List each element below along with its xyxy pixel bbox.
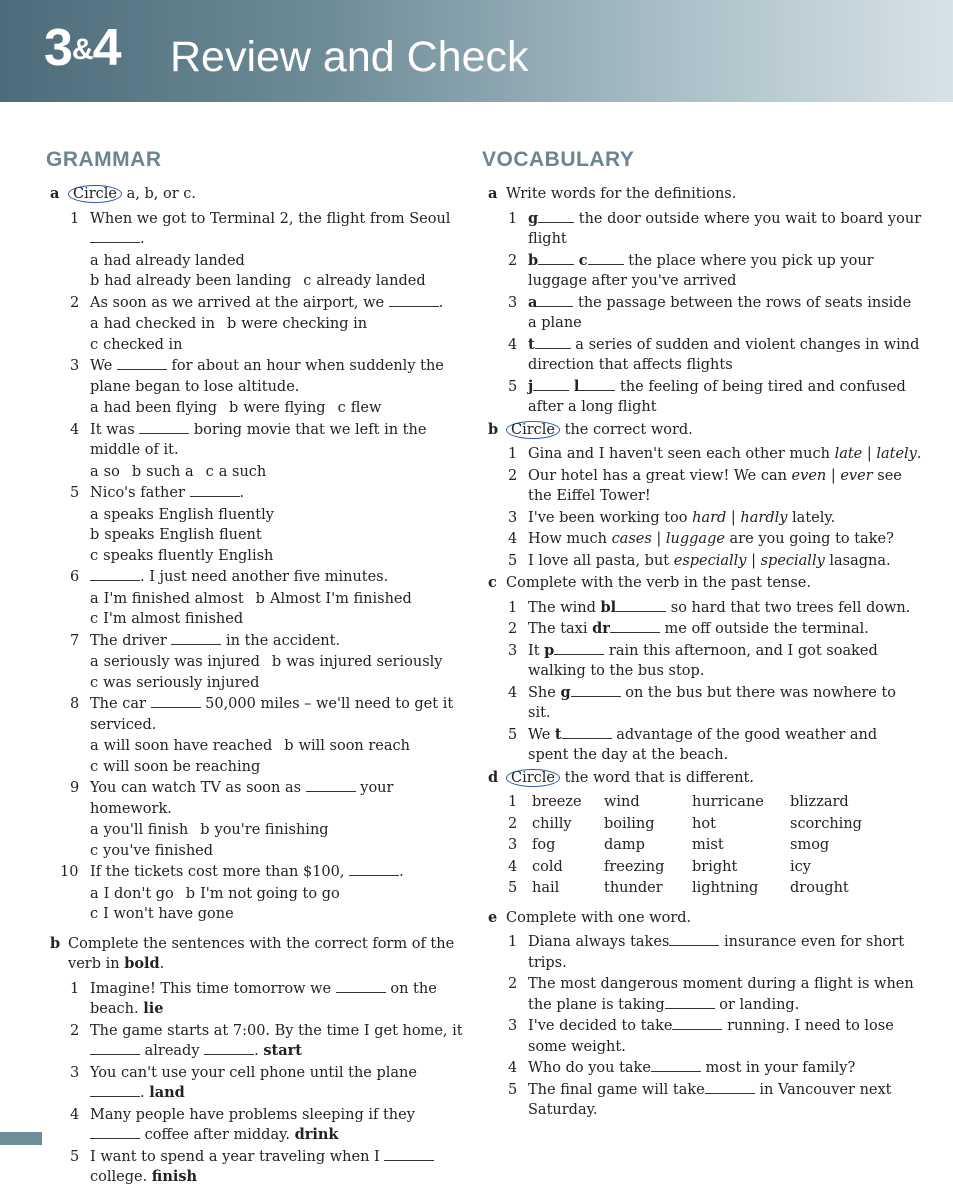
answer-option[interactable] [90, 525, 262, 546]
word-row [508, 857, 880, 879]
grammar-column [44, 182, 464, 1189]
question-number: 1 [508, 599, 518, 616]
first-letter: t [528, 335, 535, 353]
question-number: 4 [508, 858, 518, 875]
question-number: 2 [508, 621, 518, 637]
option-text: speaks fluently English [103, 547, 274, 564]
option-text: you've finished [103, 842, 214, 859]
question-number: 2 [508, 467, 518, 484]
word-row [508, 878, 880, 900]
question-item: 5 The final game will take in Vancouver next Saturday. [508, 1081, 892, 1118]
word-row [508, 814, 880, 836]
word-option[interactable]: hurricane [692, 794, 764, 810]
answer-option[interactable] [90, 904, 234, 925]
first-letters: p [544, 641, 555, 659]
question-number: 3 [508, 1018, 518, 1034]
option-letter: c [303, 273, 312, 289]
question-item: 1 When we got to Terminal 2, the flight from Seoul . [70, 210, 451, 247]
grammar-heading: GRAMMAR [46, 148, 162, 171]
vocab-d-instruction: d Circle the word that is different. [488, 768, 754, 786]
question-number: 4 [508, 531, 518, 547]
word-choice[interactable]: cases | luggage [611, 531, 725, 547]
answer-blank[interactable] [571, 683, 621, 697]
first-letters: bl [600, 598, 617, 616]
word-option[interactable]: smog [790, 837, 830, 853]
option-letter: c [90, 336, 99, 353]
answer-blank[interactable] [90, 1041, 140, 1055]
page-number-tab [0, 1132, 42, 1145]
option-letter: c [205, 463, 214, 480]
question-number: 3 [508, 837, 518, 853]
answer-option[interactable] [90, 546, 273, 567]
question-item: 2 The game starts at 7:00. By the time I get home, it already . start [70, 1022, 463, 1059]
answer-option[interactable] [186, 884, 340, 905]
word-choice[interactable]: late | lately [834, 446, 917, 462]
option-text: checked in [103, 336, 183, 353]
answer-blank[interactable] [665, 995, 715, 1009]
vocab-e-instruction: e Complete with one word. [488, 908, 692, 926]
question-number: 8 [70, 696, 80, 712]
answer-blank[interactable] [336, 979, 386, 993]
question-number: 6 [70, 569, 80, 585]
option-letter: a [90, 654, 99, 670]
option-letter: b [226, 316, 237, 332]
question-item: 4 How much cases | luggage are you going to take? [482, 529, 922, 550]
verb-prompt: drink [294, 1126, 339, 1143]
question-number: 4 [70, 421, 80, 438]
answer-option[interactable] [90, 398, 217, 419]
option-letter: a [90, 885, 99, 902]
answer-blank[interactable] [171, 631, 221, 645]
question-item: 1 The wind bl so hard that two trees fell down. [482, 598, 922, 619]
answer-options [44, 589, 464, 630]
second-letter: c [578, 251, 588, 269]
answer-option[interactable] [90, 736, 272, 757]
first-letters: g [560, 683, 571, 701]
option-text: I'm almost finished [103, 611, 244, 627]
question-number: 5 [508, 726, 518, 743]
answer-options [44, 652, 464, 693]
answer-option[interactable] [132, 462, 194, 483]
word-option[interactable]: boiling [604, 815, 655, 832]
question-number: 2 [70, 1022, 80, 1039]
option-letter: b [200, 822, 210, 838]
answer-blank[interactable] [306, 778, 356, 792]
definition-item: 5 j l the feeling of being tired and confused after a long flight [508, 377, 906, 415]
answer-options [44, 820, 464, 861]
word-option[interactable]: mist [692, 837, 724, 853]
question-item: 4 She g on the bus but there was nowhere to sit. [508, 683, 897, 721]
option-text: so [103, 463, 120, 480]
answer-blank[interactable] [610, 619, 660, 633]
vocab-b-instruction: b Circle the correct word. [488, 420, 693, 438]
answer-blank[interactable] [90, 1083, 140, 1097]
answer-option[interactable] [206, 462, 267, 483]
question-item: 2 The most dangerous moment during a flight is when the plane is taking or landing. [508, 976, 914, 1013]
option-letter: a [90, 463, 99, 480]
answer-options [44, 884, 464, 925]
answer-option[interactable] [272, 652, 443, 673]
vocabulary-column [482, 182, 922, 1122]
question-item: 1 Diana always takes insurance even for short trips. [508, 934, 905, 971]
question-number: 1 [508, 934, 518, 950]
question-item: 10 If the tickets cost more than $100, . [44, 862, 464, 883]
question-number: 7 [70, 632, 80, 649]
answer-options [44, 314, 464, 355]
option-letter: a [90, 822, 99, 838]
word-option[interactable]: hail [532, 880, 560, 896]
word-row [508, 835, 880, 857]
question-item: 7 The driver in the accident. [44, 631, 464, 652]
answer-option[interactable] [90, 251, 245, 272]
answer-blank[interactable] [538, 251, 574, 265]
word-choice[interactable]: hard | hardly [692, 509, 788, 526]
question-number: 3 [508, 642, 518, 659]
verb-prompt: land [149, 1084, 185, 1101]
answer-blank[interactable] [90, 1125, 140, 1139]
grammar-b-instruction: b Complete the sentences with the correct form of the verb in bold. [50, 934, 455, 972]
definition-item: 4 t a series of sudden and violent changes in wind direction that affects flights [508, 335, 920, 373]
option-text: was seriously injured [103, 674, 260, 691]
option-text: seriously was injured [103, 654, 260, 670]
question-number: 3 [70, 1064, 80, 1081]
word-option[interactable]: chilly [532, 815, 572, 832]
word-option[interactable]: lightning [692, 880, 759, 896]
answer-blank[interactable] [562, 725, 612, 739]
question-item: 2 The taxi dr me off outside the terminal. [482, 619, 922, 640]
word-option[interactable]: cold [532, 858, 563, 875]
answer-blank[interactable] [117, 356, 167, 370]
option-text: had checked in [103, 316, 215, 332]
answer-blank[interactable] [384, 1147, 434, 1161]
answer-options [44, 505, 464, 567]
word-option[interactable]: hot [692, 815, 716, 832]
question-number: 1 [508, 794, 518, 810]
answer-options [44, 398, 464, 419]
question-item: 3 I've decided to take running. I need to lose some weight. [508, 1018, 894, 1055]
word-option[interactable]: fog [532, 837, 556, 853]
question-item: 5 I love all pasta, but especially | specially lasagna. [482, 551, 922, 572]
option-text: a such [218, 463, 267, 480]
question-item: 5 We t advantage of the good weather and spent the day at the beach. [508, 725, 878, 763]
answer-option[interactable] [90, 841, 213, 862]
answer-blank[interactable] [588, 251, 624, 265]
answer-blank[interactable] [90, 229, 140, 243]
option-text: I won't have gone [103, 906, 234, 922]
answer-option[interactable] [338, 398, 382, 419]
answer-options [44, 251, 464, 292]
option-text: speaks English fluently [103, 506, 274, 523]
answer-blank[interactable] [90, 567, 140, 581]
unit-banner [0, 0, 953, 102]
option-letter: c [90, 758, 99, 775]
option-letter: a [90, 400, 99, 416]
answer-options [44, 462, 464, 483]
question-number: 1 [508, 446, 518, 462]
answer-option[interactable] [90, 314, 215, 335]
option-letter: c [337, 400, 346, 416]
question-number: 3 [508, 294, 518, 311]
option-text: had been flying [103, 400, 218, 416]
answer-option[interactable] [90, 335, 183, 356]
question-number: 5 [508, 880, 518, 896]
answer-blank[interactable] [616, 598, 666, 612]
option-letter: b [90, 273, 100, 289]
answer-blank[interactable] [151, 694, 201, 708]
word-choice[interactable]: even | ever [791, 467, 873, 484]
option-letter: c [90, 906, 99, 922]
question-item: 1 Imagine! This time tomorrow we on the beach. lie [70, 980, 437, 1017]
word-option[interactable]: drought [790, 880, 849, 896]
option-letter: b [131, 463, 142, 480]
option-letter: c [90, 842, 99, 859]
word-option[interactable]: thunder [604, 880, 663, 896]
option-letter: b [229, 400, 239, 416]
option-letter: a [90, 316, 99, 332]
question-number: 3 [508, 509, 518, 526]
answer-blank[interactable] [533, 377, 569, 391]
question-number: 2 [70, 294, 80, 311]
question-item: 3 It p rain this afternoon, and I got soaked walking to the bus stop. [508, 641, 878, 679]
question-number: 5 [508, 378, 518, 395]
word-option[interactable]: breeze [532, 794, 582, 810]
question-number: 4 [508, 1060, 518, 1076]
option-text: will soon be reaching [103, 758, 261, 775]
answer-blank[interactable] [705, 1080, 755, 1094]
first-letter: j [528, 377, 534, 395]
question-item: 2 Our hotel has a great view! We can even | ever see the Eiffel Tower! [508, 467, 902, 504]
question-number: 3 [70, 358, 80, 374]
vocab-c-instruction: c Complete with the verb in the past tense. [488, 574, 811, 591]
option-text: speaks English fluent [104, 527, 262, 543]
answer-option[interactable] [90, 757, 260, 778]
question-item: 3 You can't use your cell phone until the plane . land [70, 1064, 417, 1101]
option-letter: a [90, 738, 99, 754]
answer-option[interactable] [90, 505, 274, 526]
question-item: 1 Gina and I haven't seen each other much late | lately. [482, 444, 922, 465]
option-letter: c [90, 611, 99, 627]
option-letter: b [255, 590, 265, 607]
question-number: 5 [508, 552, 518, 569]
question-item: 4 It was boring movie that we left in the middle of it. [70, 421, 427, 458]
answer-option[interactable] [303, 271, 425, 292]
first-letters: dr [592, 620, 610, 637]
question-item: 2 As soon as we arrived at the airport, we . [44, 293, 464, 314]
question-item: 8 The car 50,000 miles – we'll need to get it serviced. [70, 696, 454, 733]
option-text: Almost I'm finished [269, 590, 412, 607]
page-title: Review and Check [170, 33, 529, 81]
answer-blank[interactable] [139, 420, 189, 434]
question-number: 9 [70, 780, 80, 796]
question-item: 9 You can watch TV as soon as your homework. [70, 780, 394, 817]
question-number: 1 [508, 210, 518, 227]
option-letter: b [284, 738, 294, 754]
first-letter: b [528, 251, 539, 269]
question-item: 5 Nico's father . [44, 483, 464, 504]
option-text: were checking in [241, 316, 368, 332]
question-number: 5 [70, 485, 80, 501]
answer-blank[interactable] [537, 293, 573, 307]
first-letters: t [554, 725, 562, 743]
verb-prompt: lie [143, 1000, 164, 1017]
answer-blank[interactable] [669, 932, 719, 946]
answer-option[interactable] [284, 736, 410, 757]
answer-blank[interactable] [672, 1016, 722, 1030]
option-letter: c [90, 674, 99, 691]
answer-blank[interactable] [651, 1058, 701, 1072]
second-letter: l [573, 377, 580, 395]
option-letter: a [90, 252, 99, 269]
word-option[interactable]: damp [604, 837, 645, 853]
question-number: 5 [70, 1148, 80, 1165]
option-text: will soon reach [298, 738, 410, 754]
answer-option[interactable] [227, 314, 367, 335]
question-number: 2 [508, 976, 518, 992]
question-number: 4 [508, 336, 518, 353]
question-number: 1 [70, 980, 80, 997]
answer-blank[interactable] [554, 641, 604, 655]
verb-prompt: start [263, 1042, 302, 1059]
answer-blank[interactable] [204, 1041, 254, 1055]
option-letter: c [90, 547, 99, 564]
first-letter: a [528, 293, 538, 311]
question-number: 1 [70, 210, 80, 227]
option-letter: b [90, 527, 100, 543]
word-option[interactable]: wind [604, 794, 640, 810]
option-text: such a [146, 463, 194, 480]
question-item: 4 Who do you take most in your family? [482, 1058, 922, 1079]
answer-options [44, 736, 464, 777]
question-number: 2 [508, 252, 518, 269]
definition-item: 1 g the door outside where you wait to board your flight [508, 209, 922, 247]
vocabulary-heading: VOCABULARY [482, 148, 635, 171]
option-text: already landed [316, 273, 426, 289]
option-letter: b [271, 654, 282, 670]
question-item: 6 . I just need another five minutes. [44, 567, 464, 588]
word-option[interactable]: scorching [790, 815, 862, 832]
option-letter: a [90, 590, 99, 607]
answer-option[interactable] [90, 462, 120, 483]
verb-prompt: finish [151, 1168, 198, 1185]
option-text: had already been landing [104, 273, 292, 289]
question-item: 3 We for about an hour when suddenly the plane began to lose altitude. [70, 358, 444, 395]
word-option[interactable]: blizzard [790, 794, 849, 810]
word-option[interactable]: icy [790, 858, 811, 875]
answer-option[interactable] [200, 820, 328, 841]
question-number: 2 [508, 815, 518, 832]
question-item: 4 Many people have problems sleeping if they coffee after midday. drink [70, 1106, 415, 1143]
answer-option[interactable] [229, 398, 326, 419]
option-text: was injured seriously [286, 654, 443, 670]
vocab-a-instruction: a Write words for the definitions. [488, 185, 737, 202]
answer-blank[interactable] [579, 377, 615, 391]
answer-option[interactable] [256, 589, 412, 610]
option-text: you're finishing [214, 822, 329, 838]
question-number: 10 [60, 864, 79, 880]
question-number: 4 [70, 1106, 80, 1123]
word-option[interactable]: freezing [604, 858, 665, 875]
answer-blank[interactable] [349, 862, 399, 876]
answer-option[interactable] [90, 609, 243, 630]
word-row [508, 792, 880, 814]
option-letter: a [90, 506, 99, 523]
answer-option[interactable] [90, 884, 174, 905]
definition-item: 2 b c the place where you pick up your luggage after you've arrived [508, 251, 874, 289]
answer-option[interactable] [90, 673, 259, 694]
answer-blank[interactable] [190, 483, 240, 497]
word-option[interactable]: bright [692, 858, 738, 875]
answer-blank[interactable] [389, 293, 439, 307]
grammar-a-instruction: a Circle a, b, or c. [50, 185, 196, 202]
question-number: 4 [508, 684, 518, 701]
option-text: were flying [243, 400, 326, 416]
answer-option[interactable] [90, 652, 260, 673]
option-text: you'll finish [103, 822, 189, 838]
option-text: I'm finished almost [103, 590, 244, 607]
option-text: will soon have reached [103, 738, 273, 754]
answer-option[interactable] [90, 589, 244, 610]
question-item: 5 I want to spend a year traveling when I college. finish [44, 1147, 464, 1188]
answer-blank[interactable] [538, 209, 574, 223]
answer-option[interactable] [90, 271, 291, 292]
option-letter: b [185, 885, 196, 902]
option-text: I don't go [103, 885, 174, 902]
option-text: had already landed [103, 252, 245, 269]
answer-blank[interactable] [535, 335, 571, 349]
definition-item: 3 a the passage between the rows of seats inside a plane [508, 293, 912, 331]
question-number: 5 [508, 1081, 518, 1098]
answer-option[interactable] [90, 820, 188, 841]
option-text: I'm not going to go [200, 885, 340, 902]
word-table [508, 792, 880, 900]
word-choice[interactable]: especially | specially [673, 552, 825, 569]
question-item: 3 I've been working too hard | hardly lately. [482, 508, 922, 529]
first-letter: g [528, 209, 539, 227]
option-text: flew [350, 400, 382, 416]
unit-number: 3&4 [44, 19, 121, 77]
